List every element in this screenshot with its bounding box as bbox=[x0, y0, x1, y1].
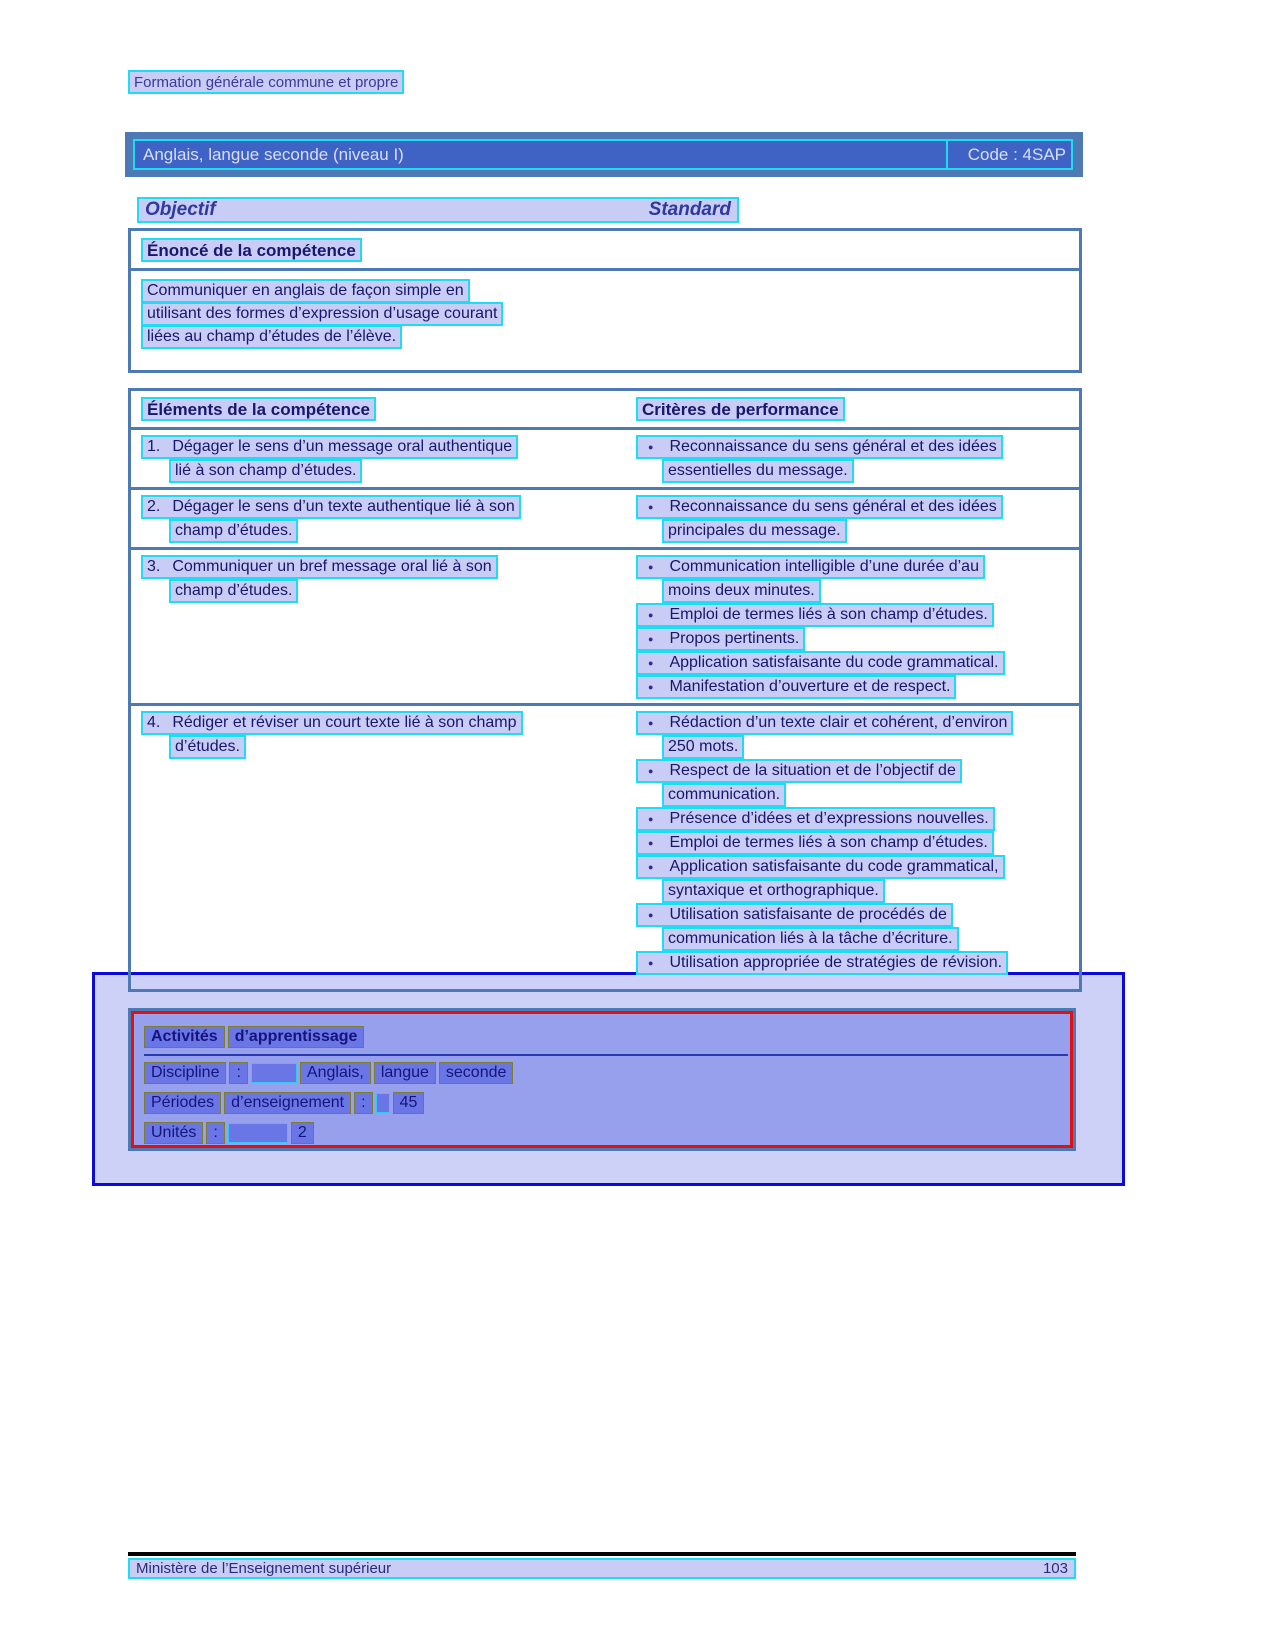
activites-title bbox=[144, 1022, 1070, 1052]
top-label-text: Formation générale commune et propre bbox=[128, 70, 404, 94]
criteria-line-text: ● Manifestation d’ouverture et de respect. bbox=[636, 675, 956, 699]
space-chip bbox=[376, 1093, 390, 1113]
top-label bbox=[128, 70, 404, 94]
section-heading-strip bbox=[137, 197, 739, 223]
word-chip: Anglais, bbox=[300, 1062, 371, 1084]
col-header-criteres: Critères de performance bbox=[636, 397, 845, 421]
activites-line bbox=[144, 1118, 1070, 1148]
activites-red-frame bbox=[131, 1011, 1073, 1148]
element-line-text: 1. Dégager le sens d’un message oral authentique bbox=[141, 435, 518, 459]
competence-table bbox=[128, 388, 1082, 992]
criteria-line-text: ● Emploi de termes liés à son champ d’études. bbox=[636, 603, 994, 627]
criteria-line bbox=[636, 807, 1079, 831]
word-chip: d’enseignement bbox=[224, 1092, 351, 1114]
element-line-text: 2. Dégager le sens d’un texte authentique lié à son bbox=[141, 495, 521, 519]
item-number: 4. bbox=[147, 714, 161, 731]
criteria-line-text: ● Rédaction d’un texte clair et cohérent, d’environ bbox=[636, 711, 1013, 735]
element-line-text: champ d’études. bbox=[169, 519, 298, 543]
bullet-icon: ● bbox=[648, 441, 654, 452]
criteria-line bbox=[636, 675, 1079, 699]
enonce-line-text: Communiquer en anglais de façon simple en bbox=[141, 279, 470, 303]
criteria-line-text: ● Application satisfaisante du code grammatical, bbox=[636, 855, 1005, 879]
element-line-text: 4. Rédiger et réviser un court texte lié à son champ bbox=[141, 711, 523, 735]
word-chip: d’apprentissage bbox=[228, 1026, 365, 1048]
element-line bbox=[141, 711, 636, 735]
header-bar-code-text: Code : 4SAP bbox=[967, 144, 1066, 164]
activites-line bbox=[144, 1088, 1070, 1118]
footer-rule bbox=[128, 1552, 1076, 1556]
element-line bbox=[141, 435, 636, 459]
bullet-icon: ● bbox=[648, 561, 654, 572]
criteria-line bbox=[636, 759, 1079, 783]
item-number: 2. bbox=[147, 498, 161, 515]
footer-bar bbox=[128, 1558, 1076, 1579]
criteria-line-text: ● Propos pertinents. bbox=[636, 627, 805, 651]
criteria-line bbox=[662, 579, 1079, 603]
word-chip: seconde bbox=[439, 1062, 514, 1084]
criteria-line bbox=[636, 603, 1079, 627]
word-chip: 45 bbox=[393, 1092, 425, 1114]
element-line-text: champ d’études. bbox=[169, 579, 298, 603]
col-header-criteres-wrap bbox=[636, 397, 845, 421]
element-line bbox=[141, 495, 636, 519]
footer-ministry: Ministère de l’Enseignement supérieur bbox=[136, 1560, 392, 1577]
bullet-icon: ● bbox=[648, 717, 654, 728]
criteria-line-text: essentielles du message. bbox=[662, 459, 854, 483]
criteria-line bbox=[636, 651, 1079, 675]
bullet-icon: ● bbox=[648, 633, 654, 644]
criteria-line bbox=[662, 927, 1079, 951]
criteria-line bbox=[636, 627, 1079, 651]
criteria-line bbox=[662, 879, 1079, 903]
criteria-line bbox=[636, 435, 1079, 459]
enonce-header bbox=[131, 231, 1079, 271]
header-bar-title bbox=[133, 139, 1073, 170]
table-rows bbox=[131, 427, 1079, 979]
enonce-line bbox=[141, 325, 1079, 348]
element-line bbox=[169, 519, 636, 543]
criteria-cell bbox=[636, 555, 1079, 699]
element-line bbox=[169, 459, 636, 483]
word-chip: Unités bbox=[144, 1122, 203, 1144]
bullet-icon: ● bbox=[648, 609, 654, 620]
table-header-row bbox=[131, 391, 1079, 427]
enonce-line-text: utilisant des formes d’expression d’usage courant bbox=[141, 302, 503, 326]
criteria-line bbox=[662, 735, 1079, 759]
enonce-line bbox=[141, 302, 1079, 325]
col-header-elements: Éléments de la compétence bbox=[141, 397, 376, 421]
word-chip: Activités bbox=[144, 1026, 225, 1048]
element-line-text: 3. Communiquer un bref message oral lié à son bbox=[141, 555, 498, 579]
criteria-line-text: ● Présence d’idées et d’expressions nouvelles. bbox=[636, 807, 995, 831]
bullet-icon: ● bbox=[648, 837, 654, 848]
criteria-line-text: syntaxique et orthographique. bbox=[662, 879, 885, 903]
criteria-line-text: ● Reconnaissance du sens général et des idées bbox=[636, 495, 1003, 519]
criteria-line bbox=[662, 459, 1079, 483]
criteria-line bbox=[636, 555, 1079, 579]
criteria-line-text: ● Application satisfaisante du code grammatical. bbox=[636, 651, 1005, 675]
table-row bbox=[131, 703, 1079, 979]
criteria-line bbox=[662, 519, 1079, 543]
criteria-line-text: 250 mots. bbox=[662, 735, 744, 759]
bullet-icon: ● bbox=[648, 765, 654, 776]
section-heading-objectif: Objectif bbox=[145, 199, 216, 220]
word-chip: : bbox=[206, 1122, 224, 1144]
word-chip: : bbox=[229, 1062, 247, 1084]
criteria-line-text: ● Communication intelligible d’une durée d’au bbox=[636, 555, 985, 579]
element-cell bbox=[131, 711, 636, 975]
enonce-box bbox=[128, 228, 1082, 373]
header-bar-title-text: Anglais, langue seconde (niveau I) bbox=[143, 144, 404, 164]
word-chip: 2 bbox=[291, 1122, 314, 1144]
bullet-icon: ● bbox=[648, 861, 654, 872]
space-chip bbox=[251, 1063, 297, 1083]
enonce-line bbox=[141, 279, 1079, 302]
criteria-line-text: ● Emploi de termes liés à son champ d’études. bbox=[636, 831, 994, 855]
element-line bbox=[169, 735, 636, 759]
element-line bbox=[169, 579, 636, 603]
criteria-line bbox=[636, 831, 1079, 855]
element-line bbox=[141, 555, 636, 579]
item-number: 3. bbox=[147, 558, 161, 575]
col-header-elements-wrap bbox=[141, 397, 636, 421]
header-bar bbox=[125, 132, 1083, 177]
bullet-icon: ● bbox=[648, 909, 654, 920]
bullet-icon: ● bbox=[648, 681, 654, 692]
enonce-title: Énoncé de la compétence bbox=[141, 238, 362, 262]
criteria-line bbox=[636, 951, 1079, 975]
activites-line bbox=[144, 1058, 1070, 1088]
bullet-icon: ● bbox=[648, 957, 654, 968]
criteria-line bbox=[636, 495, 1079, 519]
item-number: 1. bbox=[147, 438, 161, 455]
enonce-body bbox=[131, 271, 1079, 348]
element-cell bbox=[131, 495, 636, 543]
criteria-line-text: ● Respect de la situation et de l’objectif de bbox=[636, 759, 962, 783]
criteria-line bbox=[636, 855, 1079, 879]
table-row bbox=[131, 487, 1079, 547]
criteria-line-text: moins deux minutes. bbox=[662, 579, 821, 603]
criteria-line bbox=[636, 711, 1079, 735]
criteria-line bbox=[636, 903, 1079, 927]
enonce-line-text: liées au champ d’études de l’élève. bbox=[141, 325, 402, 349]
element-line-text: lié à son champ d’études. bbox=[169, 459, 362, 483]
criteria-line-text: ● Utilisation appropriée de stratégies de révision. bbox=[636, 951, 1008, 975]
criteria-cell bbox=[636, 711, 1079, 975]
criteria-line-text: communication. bbox=[662, 783, 786, 807]
criteria-cell bbox=[636, 435, 1079, 483]
footer-page-number: 103 bbox=[1042, 1560, 1068, 1577]
criteria-cell bbox=[636, 495, 1079, 543]
word-chip: Discipline bbox=[144, 1062, 226, 1084]
section-heading-standard: Standard bbox=[648, 199, 731, 220]
activites-box bbox=[128, 1008, 1076, 1151]
word-chip: : bbox=[354, 1092, 372, 1114]
criteria-line-text: ● Reconnaissance du sens général et des idées bbox=[636, 435, 1003, 459]
activites-divider bbox=[144, 1054, 1068, 1056]
criteria-line bbox=[662, 783, 1079, 807]
table-row bbox=[131, 547, 1079, 703]
element-cell bbox=[131, 435, 636, 483]
space-chip bbox=[228, 1123, 288, 1143]
bullet-icon: ● bbox=[648, 501, 654, 512]
header-bar-code bbox=[946, 139, 1073, 170]
element-cell bbox=[131, 555, 636, 699]
element-line-text: d’études. bbox=[169, 735, 246, 759]
activites-rows bbox=[144, 1058, 1070, 1148]
criteria-line-text: ● Utilisation satisfaisante de procédés de bbox=[636, 903, 953, 927]
criteria-line-text: communication liés à la tâche d’écriture. bbox=[662, 927, 959, 951]
table-row bbox=[131, 427, 1079, 487]
bullet-icon: ● bbox=[648, 813, 654, 824]
bullet-icon: ● bbox=[648, 657, 654, 668]
word-chip: Périodes bbox=[144, 1092, 221, 1114]
criteria-line-text: principales du message. bbox=[662, 519, 847, 543]
word-chip: langue bbox=[374, 1062, 436, 1084]
